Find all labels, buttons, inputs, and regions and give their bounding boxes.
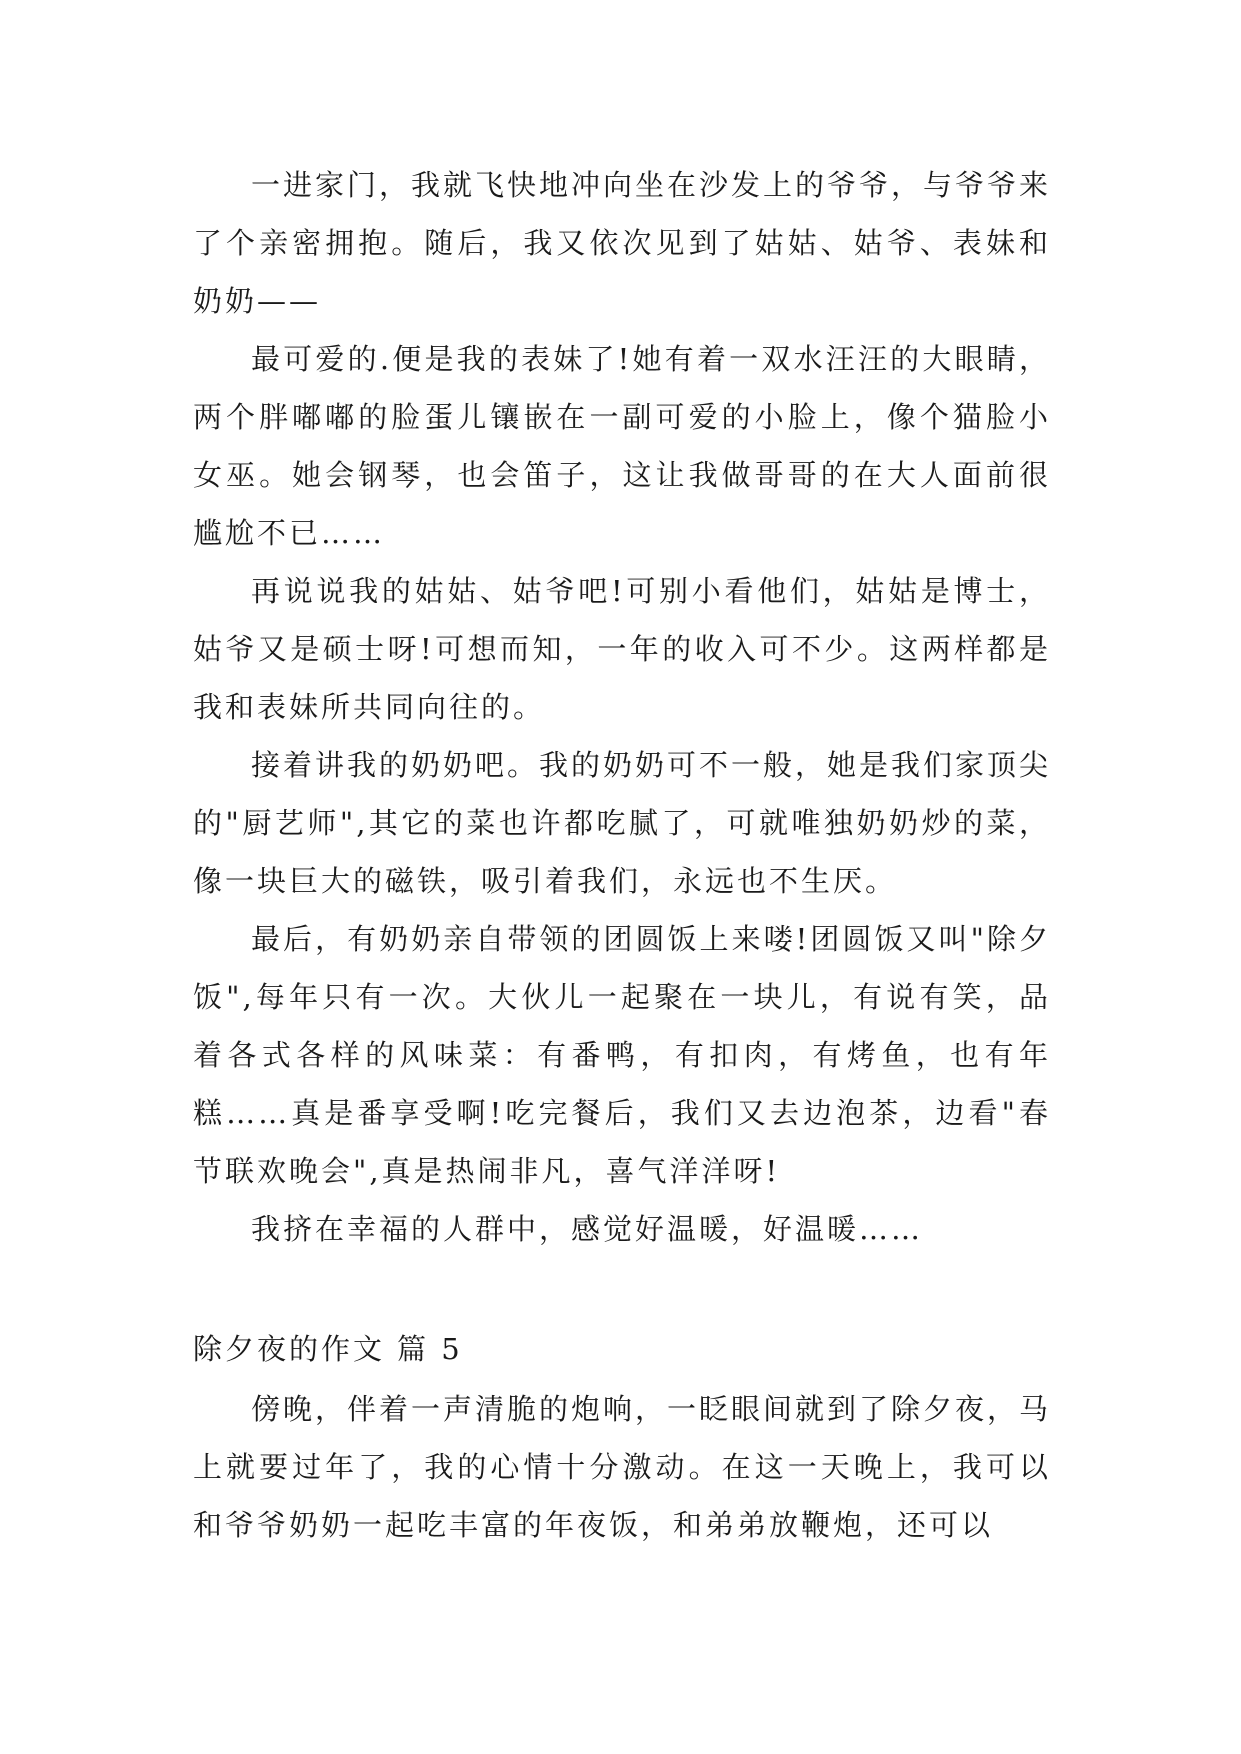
section-title: 除夕夜的作文	[193, 1332, 386, 1366]
paragraph-5: 最后，有奶奶亲自带领的团圆饭上来喽!团圆饭又叫"除夕饭",每年只有一次。大伙儿一起聚在一块儿，有说有笑，品着各式各样的风味菜：有番鸭，有扣肉，有烤鱼，也有年糕……真是番享受啊!吃完餐后，我们又去边泡茶，边看"春节联欢晚会",真是热闹非凡，喜气洋洋呀!	[193, 922, 1051, 1188]
section-number: 篇 5	[397, 1332, 463, 1366]
paragraph-4: 接着讲我的奶奶吧。我的奶奶可不一般，她是我们家顶尖的"厨艺师",其它的菜也许都吃腻了，可就唯独奶奶炒的菜，像一块巨大的磁铁，吸引着我们，永远也不生厌。	[193, 748, 1052, 898]
paragraph-6: 我挤在幸福的人群中，感觉好温暖，好温暖……	[251, 1212, 924, 1246]
essay-body-bottom	[193, 1380, 1051, 1554]
section-heading	[193, 1320, 463, 1378]
paragraph-1: 一进家门，我就飞快地冲向坐在沙发上的爷爷，与爷爷来了个亲密拥抱。随后，我又依次见到了姑姑、姑爷、表妹和奶奶——	[193, 168, 1052, 318]
paragraph-3: 再说说我的姑姑、姑爷吧!可别小看他们，姑姑是博士，姑爷又是硕士呀!可想而知，一年的收入可不少。这两样都是我和表妹所共同向往的。	[193, 574, 1051, 724]
paragraph-2: 最可爱的.便是我的表妹了!她有着一双水汪汪的大眼睛，两个胖嘟嘟的脸蛋儿镶嵌在一副可爱的小脸上，像个猫脸小女巫。她会钢琴，也会笛子，这让我做哥哥的在大人面前很尴尬不已……	[193, 342, 1051, 550]
essay-body-top	[193, 156, 1051, 1258]
paragraph-7: 傍晚，伴着一声清脆的炮响，一眨眼间就到了除夕夜，马上就要过年了，我的心情十分激动。在这一天晚上，我可以和爷爷奶奶一起吃丰富的年夜饭，和弟弟放鞭炮，还可以	[193, 1392, 1052, 1542]
